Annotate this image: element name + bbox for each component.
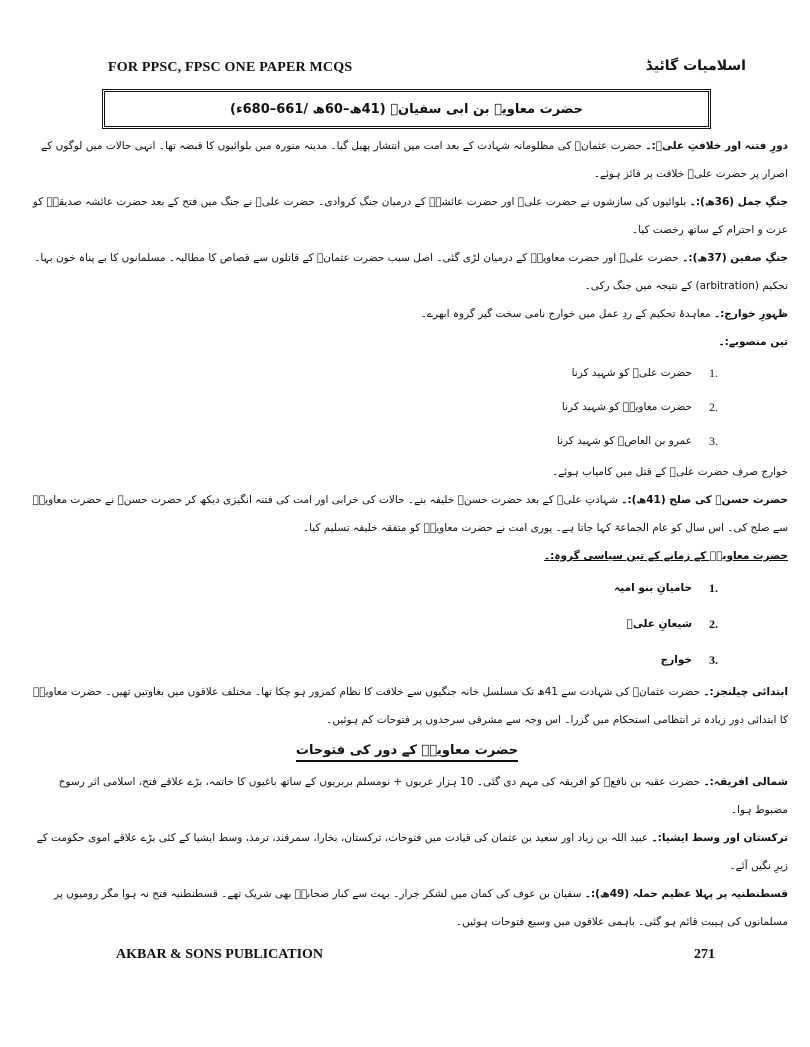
list-number: 2. [709, 617, 718, 631]
list-number: 2. [709, 400, 718, 414]
paragraph-constantinople [26, 880, 788, 936]
text-sulh-hasan: شہادتِ علیؓ کے بعد حضرت حسنؓ خلیفہ بنے۔ حالات کی خرابی اور امت کی فتنہ انگیزی دیکھ کر حضرت حسنؓ نے حضرت معاویہؓ سے صلح کی۔ اس سال کو عام الجماعۃ کہا جاتا ہے۔ پوری امت نے حضرت معاویہؓ کو متفقہ خلیفہ تسلیم کیا۔ [32, 494, 788, 534]
list-number: 3. [709, 653, 718, 667]
term-challenges: ابتدائی چیلنجز:۔ [703, 686, 788, 698]
list-item-text: شیعانِ علیؓ [626, 618, 692, 630]
paragraph-central-asia [26, 824, 788, 880]
groups-heading [26, 542, 788, 570]
text-khawarij: معاہدۂ تحکیم کے ردِ عمل میں خوارج نامی سخت گیر گروہ ابھرے۔ [420, 308, 711, 320]
term-central-asia: ترکستان اور وسط ایشیا:۔ [651, 832, 788, 844]
term-khawarij: ظہورِ خوارج:۔ [713, 308, 788, 320]
list-number: 1. [709, 581, 718, 595]
paragraph-khawarij-result [26, 458, 788, 486]
paragraph-jang-siffin [26, 244, 788, 300]
page-number: 271 [694, 947, 715, 962]
term-north-africa: شمالی افریقہ:۔ [703, 776, 788, 788]
header-subject-line: FOR PPSC, FPSC ONE PAPER MCQS [108, 60, 353, 75]
text-north-africa: حضرت عقبہ بن نافعؓ کو افریقہ کی مہم دی گئی۔ 10 ہزار عربوں + نومسلم بربریوں کے ساتھ باغیوں کا خاتمہ، بڑے علاقے فتح، اسلامی اثر رسوخ مضبوط ہوا۔ [58, 776, 788, 816]
paragraph-khawarij [26, 300, 788, 328]
list-item-text: حامیانِ بنو امیہ [614, 582, 692, 594]
list-item [26, 606, 788, 642]
list-item [26, 424, 788, 458]
text-jang-siffin: حضرت علیؓ اور حضرت معاویہؓ کے درمیان لڑی گئی۔ اصل سبب حضرت عثمانؓ کے قاتلوں سے قصاص کا مطالبہ۔ مسلمانوں کا بے پناہ خون بہا۔ تحکیم (arbitration) کے نتیجہ میں جنگ رکی۔ [34, 252, 788, 292]
term-constantinople: قسطنطنیہ پر پہلا عظیم حملہ (49ھ):۔ [584, 888, 788, 900]
paragraph-challenges [26, 678, 788, 734]
paragraph-khilafat-ali [26, 132, 788, 188]
section-title-text: حضرت معاویہؓ کے دور کی فتوحات [296, 743, 518, 762]
list-number: 3. [709, 434, 718, 448]
groups-heading-text: حضرت معاویہؓ کے زمانے کے تین سیاسی گروہ:۔ [544, 550, 788, 562]
text-central-asia: عبید اللہ بن زیاد اور سعید بن عثمان کی قیادت میں فتوحات، ترکستان، بخارا، سمرقند، ترمذ، وسط ایشیا کے کئی بڑے علاقے اموی حکومت کے زیرِ نگیں آئے۔ [36, 832, 788, 872]
text-constantinople: سفیان بن عوف کی کمان میں لشکر جرار۔ بہت سے کبار صحابہؓ بھی شریک تھے۔ قسطنطنیہ فتح نہ ہوا مگر رومیوں پر مسلمانوں کی ہیبت قائم ہو گئی۔ باہمی علاقوں میں وسیع فتوحات ہوئیں۔ [54, 888, 788, 928]
header-book-title: اسلامیات گائیڈ [645, 58, 746, 74]
list-item-text: عمرو بن العاصؓ کو شہید کرنا [556, 435, 692, 447]
paragraph-sulh-hasan [26, 486, 788, 542]
chapter-title: حضرت معاویہ بن ابی سفیانؓ (41ھ–60ھ /661–680ء) [230, 101, 583, 117]
list-item [26, 390, 788, 424]
term-jang-siffin: جنگِ صفین (37ھ):۔ [682, 252, 788, 264]
groups-list [26, 570, 788, 678]
section-title-conquests [26, 734, 788, 768]
list-item [26, 570, 788, 606]
term-sulh-hasan: حضرت حسنؓ کی صلح (41ھ):۔ [621, 494, 788, 506]
plans-heading-text: تین منصوبے:۔ [718, 336, 788, 348]
list-item-text: خوارج [660, 654, 692, 666]
page-body [26, 132, 788, 936]
list-item-text: حضرت معاویہؓ کو شہید کرنا [561, 401, 692, 413]
plans-heading [26, 328, 788, 356]
text-jang-jamal: بلوائیوں کی سازشوں نے حضرت علیؓ اور حضرت عائشہؓ کے درمیان جنگ کروادی۔ حضرت علیؓ نے جنگ میں فتح کے بعد حضرت عائشہ صدیقہؓ کو عزت و احترام کے ساتھ رخصت کیا۔ [32, 196, 788, 236]
paragraph-north-africa [26, 768, 788, 824]
list-item-text: حضرت علیؓ کو شہید کرنا [571, 367, 692, 379]
paragraph-jang-jamal [26, 188, 788, 244]
list-item [26, 642, 788, 678]
term-daur-fitna: دورِ فتنہ اور خلافتِ علیؓ:۔ [645, 140, 788, 152]
chapter-title-box [102, 89, 711, 129]
text-challenges: حضرت عثمانؓ کی شہادت سے 41ھ تک مسلسل خانہ جنگیوں سے خلافت کا نظام کمزور ہو چکا تھا۔ مختلف علاقوں میں بغاوتیں تھیں۔ حضرت معاویہؓ کا ابتدائی دور زیادہ تر انتظامی استحکام میں گزرا۔ اس وجہ سے مشرقی سرحدوں پر فتوحات کم ہوئیں۔ [33, 686, 788, 726]
list-item [26, 356, 788, 390]
term-jang-jamal: جنگِ جمل (36ھ):۔ [689, 196, 788, 208]
list-number: 1. [709, 366, 718, 380]
footer-publisher: AKBAR & SONS PUBLICATION [116, 947, 324, 962]
text-khawarij-result: خوارج صرف حضرت علیؓ کے قتل میں کامیاب ہوئے۔ [552, 466, 788, 478]
plans-list [26, 356, 788, 458]
text-daur-fitna: حضرت عثمانؓ کی مظلومانہ شہادت کے بعد امت میں انتشار پھیل گیا۔ مدینہ منورہ میں بلوائیوں کا قبضہ تھا۔ انہی حالات میں لوگوں کے اصرار پر حضرت علیؓ خلافت پر فائز ہوئے۔ [41, 140, 788, 180]
